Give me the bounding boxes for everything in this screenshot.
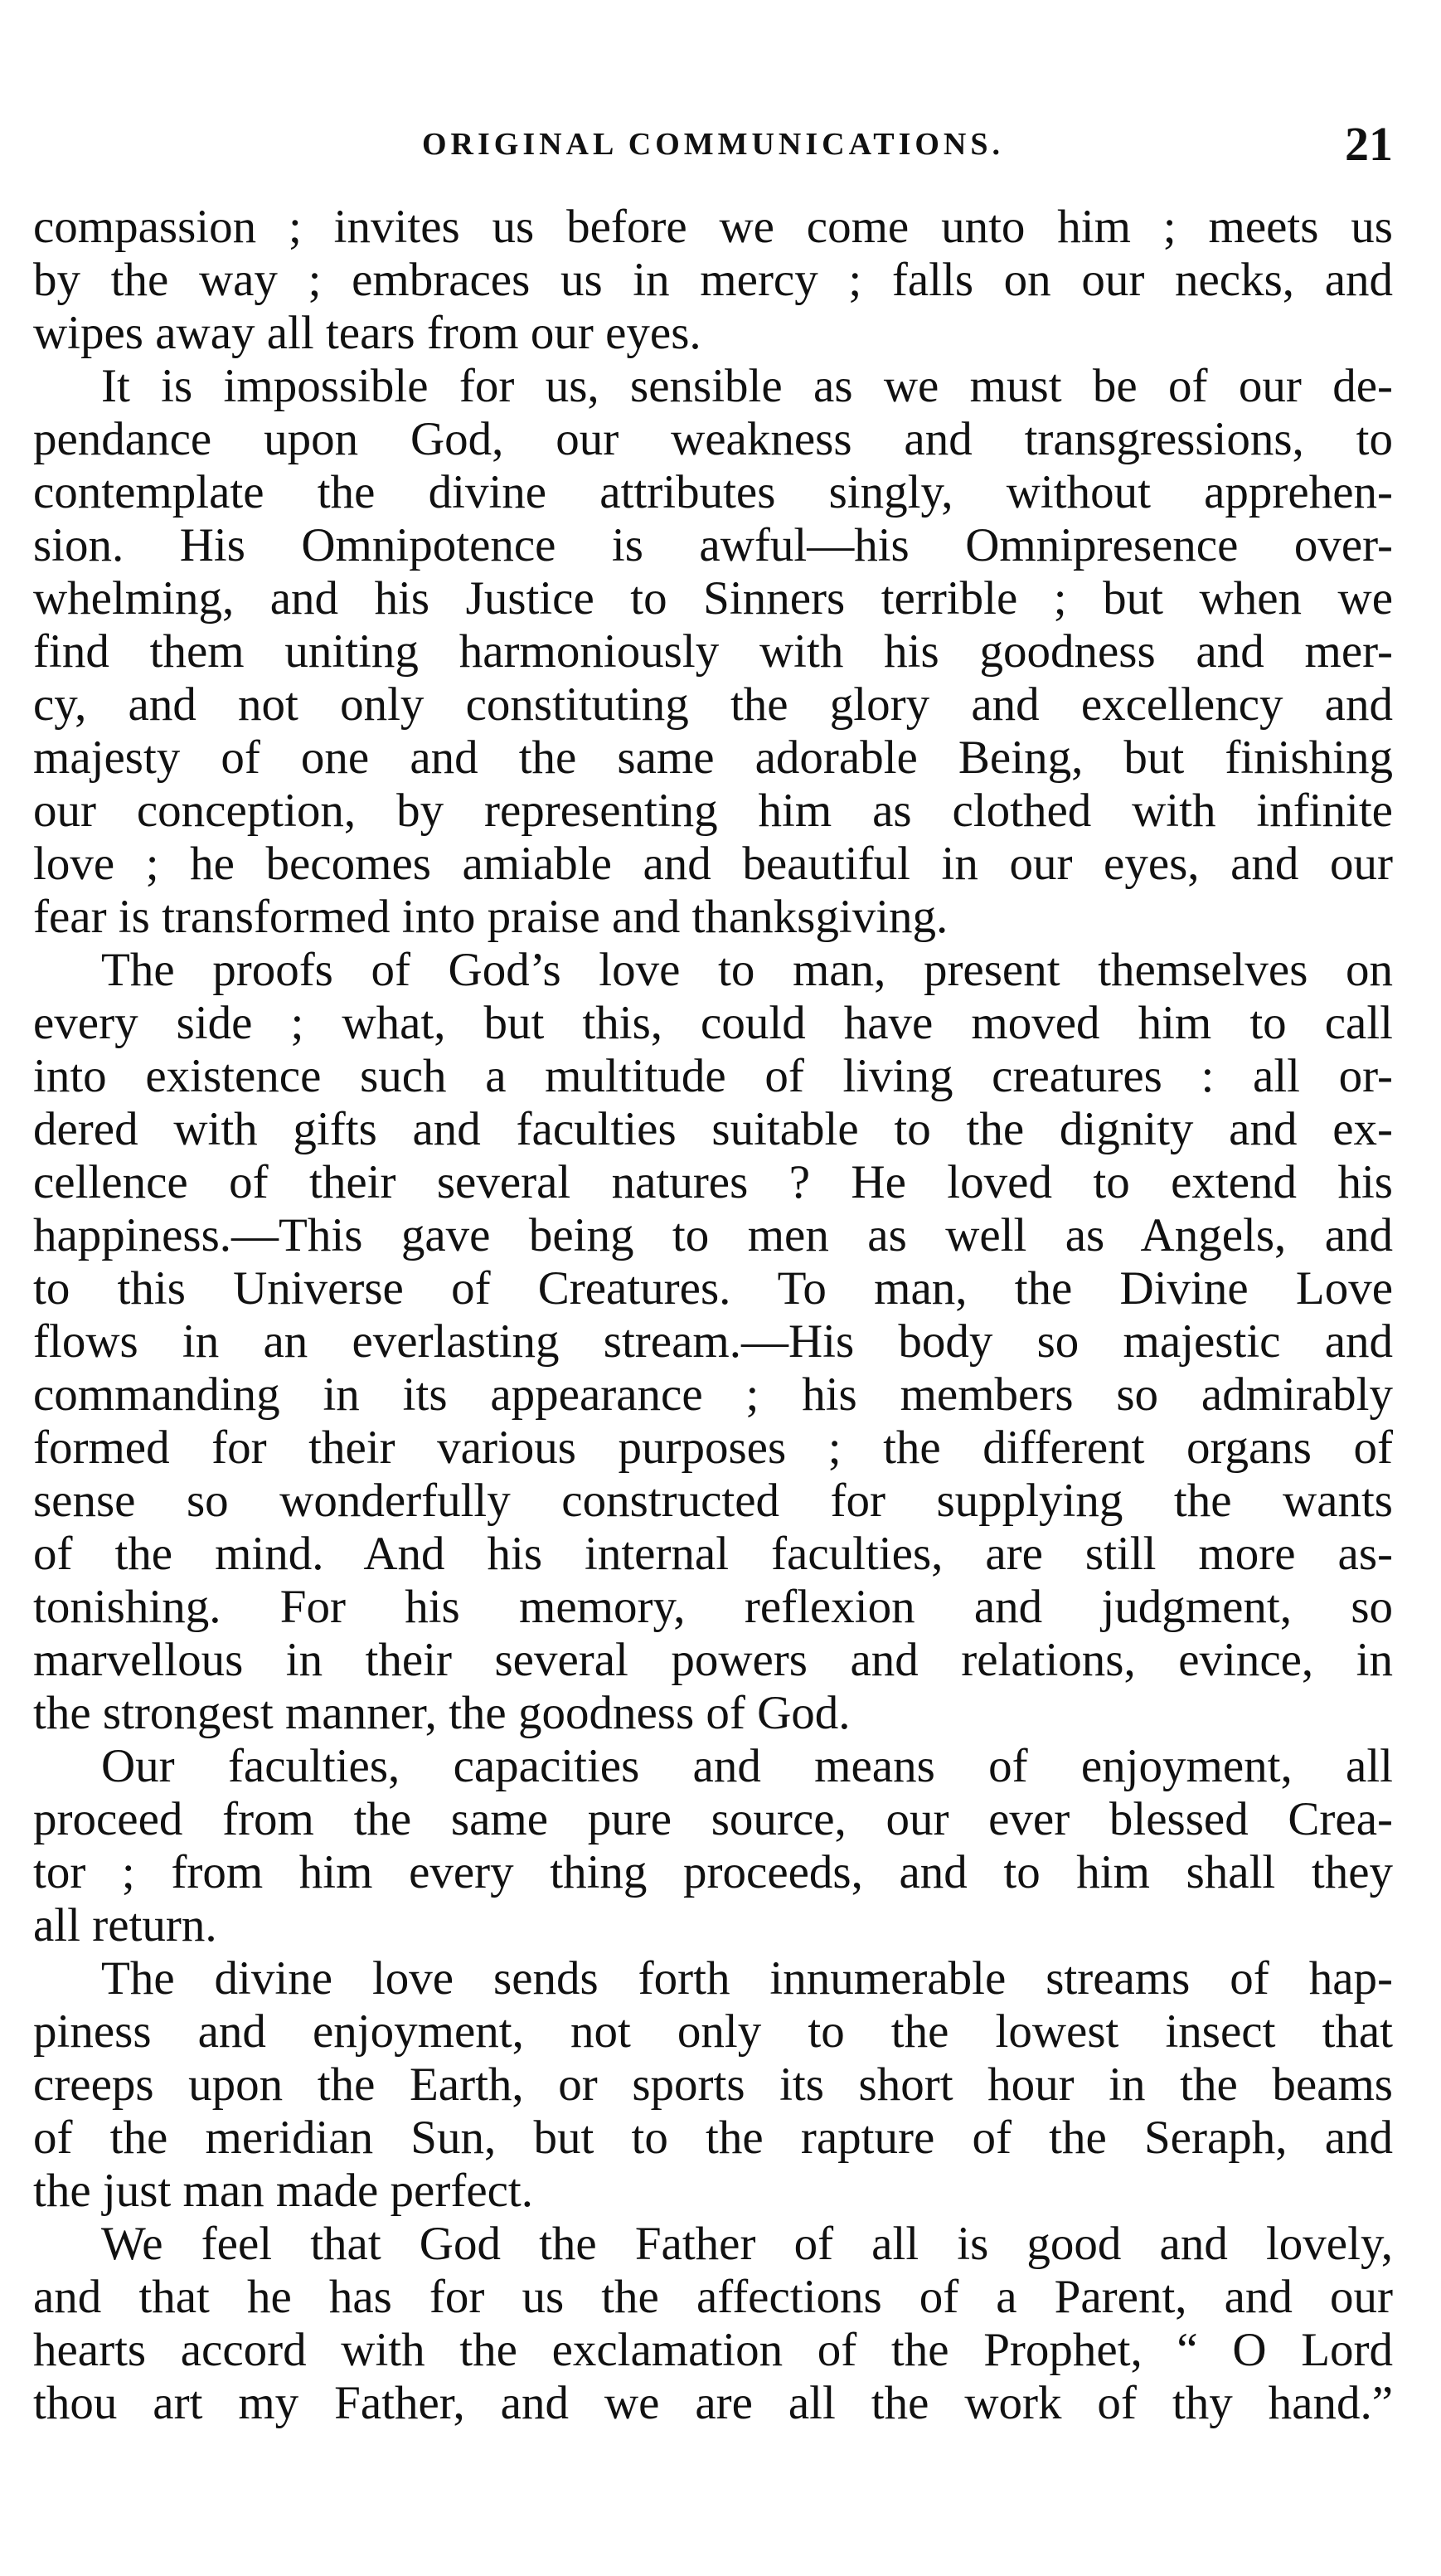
text-line: The proofs of God’s love to man, present themselves on (101, 944, 1393, 996)
text-line: our conception, by representing him as clothed with infinite (33, 785, 1393, 837)
text-line: flows in an everlasting stream.—His body so majestic and (33, 1315, 1393, 1368)
text-line: pendance upon God, our weakness and transgressions, to (33, 413, 1393, 465)
text-line: Our faculties, capacities and means of enjoyment, all (101, 1740, 1393, 1792)
text-line: all return. (33, 1899, 217, 1951)
body-text (33, 201, 1393, 2430)
text-line: wipes away all tears from our eyes. (33, 307, 701, 359)
text-line: of the mind. And his internal faculties, are still more as- (33, 1528, 1393, 1580)
text-line: majesty of one and the same adorable Being, but finishing (33, 731, 1393, 784)
text-line: to this Universe of Creatures. To man, the Divine Love (33, 1262, 1393, 1315)
text-line: creeps upon the Earth, or sports its short hour in the beams (33, 2058, 1393, 2111)
text-line: formed for their various purposes ; the different organs of (33, 1422, 1393, 1474)
running-head (33, 116, 1393, 174)
text-line: every side ; what, but this, could have moved him to call (33, 997, 1393, 1049)
text-line: It is impossible for us, sensible as we must be of our de- (101, 360, 1393, 412)
text-line: marvellous in their several powers and relations, evince, in (33, 1634, 1393, 1686)
text-line: compassion ; invites us before we come unto him ; meets us (33, 201, 1393, 253)
text-line: sion. His Omnipotence is awful—his Omnipresence over- (33, 519, 1393, 571)
text-line: and that he has for us the affections of a Parent, and our (33, 2271, 1393, 2323)
text-line: commanding in its appearance ; his members so admirably (33, 1368, 1393, 1421)
text-line: cellence of their several natures ? He loved to extend his (33, 1156, 1393, 1208)
text-line: piness and enjoyment, not only to the lowest insect that (33, 2005, 1393, 2058)
text-line: thou art my Father, and we are all the work of thy hand.” (33, 2377, 1393, 2429)
text-line: of the meridian Sun, but to the rapture of the Seraph, and (33, 2112, 1393, 2164)
text-line: We feel that God the Father of all is good and lovely, (101, 2218, 1393, 2270)
text-line: tor ; from him every thing proceeds, and to him shall they (33, 1846, 1393, 1898)
text-line: fear is transformed into praise and thanksgiving. (33, 891, 949, 943)
text-line: tonishing. For his memory, reflexion and judgment, so (33, 1581, 1393, 1633)
text-line: love ; he becomes amiable and beautiful in our eyes, and our (33, 838, 1393, 890)
page-number: 21 (1345, 117, 1393, 171)
text-line: happiness.—This gave being to men as well as Angels, and (33, 1209, 1393, 1261)
text-line: the just man made perfect. (33, 2165, 534, 2217)
text-line: The divine love sends forth innumerable streams of hap- (101, 1952, 1393, 2005)
text-line: cy, and not only constituting the glory and excellency and (33, 678, 1393, 731)
text-line: dered with gifts and faculties suitable to the dignity and ex- (33, 1103, 1393, 1155)
text-line: into existence such a multitude of living creatures : all or- (33, 1050, 1393, 1102)
text-line: the strongest manner, the goodness of God. (33, 1687, 851, 1739)
text-line: whelming, and his Justice to Sinners terrible ; but when we (33, 572, 1393, 625)
text-line: proceed from the same pure source, our ever blessed Crea- (33, 1793, 1393, 1845)
text-line: contemplate the divine attributes singly, without apprehen- (33, 466, 1393, 518)
text-line: by the way ; embraces us in mercy ; falls on our necks, and (33, 254, 1393, 306)
text-line: sense so wonderfully constructed for supplying the wants (33, 1475, 1393, 1527)
running-title: ORIGINAL COMMUNICATIONS. (421, 127, 1004, 162)
text-line: find them uniting harmoniously with his goodness and mer- (33, 625, 1393, 678)
text-line: hearts accord with the exclamation of the Prophet, “ O Lord (33, 2324, 1393, 2376)
